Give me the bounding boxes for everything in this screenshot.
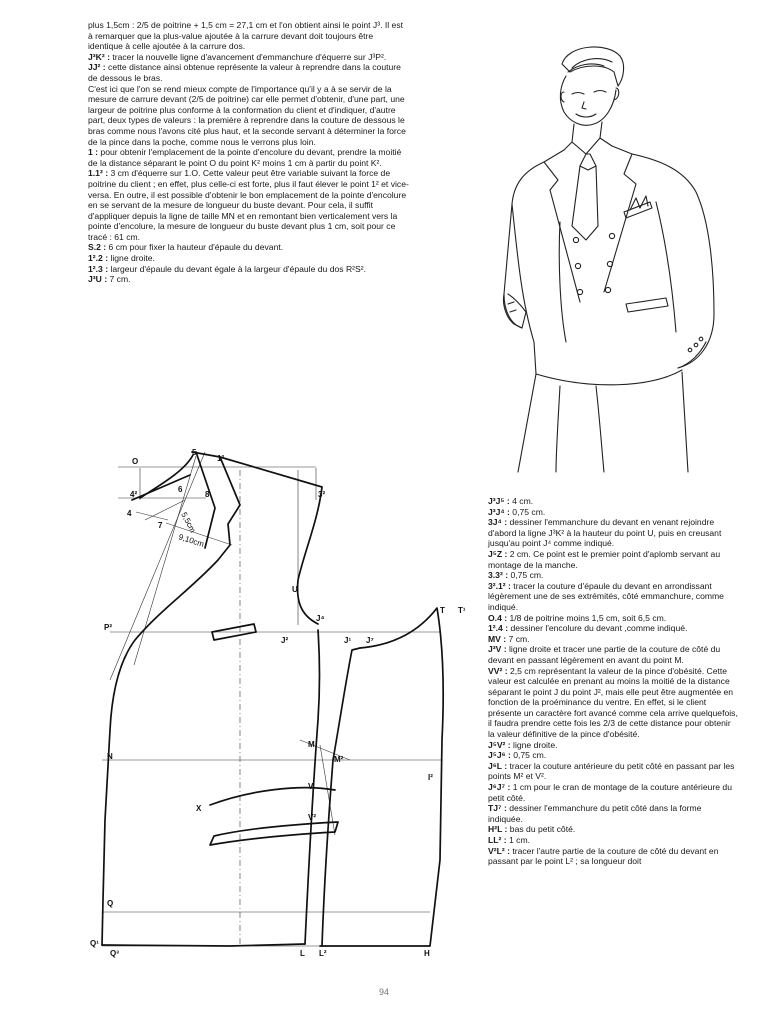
paragraph-key: VV² :	[488, 665, 508, 676]
paragraph-key: J⁵Z :	[488, 548, 508, 559]
text-paragraph	[88, 84, 410, 148]
point-N: N	[107, 752, 113, 761]
paragraph-key: 3.3² :	[488, 570, 509, 581]
paragraph-text: dessiner l'emmanchure du devant en venant rejoindre d'abord la ligne J³K² à la hauteur du point U, puis en creusant jusqu'au point J⁴ comme indiqué.	[488, 517, 722, 549]
paragraph-text: tracer la couture antérieure du petit côté en passant par les points M² et V².	[488, 760, 735, 782]
point-T: T	[440, 606, 445, 615]
text-paragraph	[488, 750, 738, 761]
paragraph-text: 1 cm pour le cran de montage de la couture antérieure du petit côté.	[488, 782, 732, 803]
point-V2: V²	[308, 813, 316, 822]
text-paragraph	[488, 761, 738, 782]
paragraph-text: ligne droite et tracer une partie de la couture de côté du devant en passant légèrement en avant du point M.	[488, 644, 721, 665]
paragraph-key: J³U :	[88, 274, 108, 285]
paragraph-key: J³J⁵ :	[488, 496, 510, 506]
paragraph-key: J³J⁴ :	[488, 506, 510, 517]
paragraph-key: J³V :	[488, 644, 507, 655]
text-paragraph	[488, 666, 738, 740]
text-paragraph	[488, 613, 738, 624]
paragraph-key: J⁵V² :	[488, 739, 511, 750]
paragraph-text: 3 cm d'équerre sur 1.O. Cette valeur peut être variable suivant la force de poitrine du client ; en effet, plus celle-ci est forte, plus il faut élever le point 1² et vice-versa. En outre, il est possible d'obtenir le bon emplacement de la pointe d'encolure en se servant de la mesure de longueur du buste devant. Pour cela, il suffit d'appliquer depuis la ligne de taille MN et en remontant bien verticalement vers la pointe d'encolure, la mesure de longueur du buste devant plus 1 cm, soit pour ce tracé : 61 cm.	[88, 168, 409, 242]
text-paragraph	[88, 168, 410, 242]
paragraph-key: 3J⁴ :	[488, 517, 508, 528]
paragraph-key: 1².2 :	[88, 253, 109, 264]
point-M: M	[308, 740, 315, 749]
point-6: 6	[178, 485, 183, 494]
point-4: 4	[127, 509, 132, 518]
paragraph-key: 3².1² :	[488, 580, 511, 591]
point-Q: Q	[107, 899, 114, 908]
text-paragraph	[488, 634, 738, 645]
paragraph-key: JJ² :	[88, 62, 106, 73]
text-paragraph	[88, 52, 410, 63]
text-paragraph	[488, 835, 738, 846]
text-paragraph	[488, 549, 738, 570]
text-paragraph	[88, 253, 410, 264]
paragraph-key: H²L :	[488, 824, 508, 835]
text-paragraph	[488, 824, 738, 835]
point-Q3: Q³	[110, 949, 119, 958]
left-text-column	[88, 20, 410, 285]
paragraph-key: S.2 :	[88, 242, 107, 253]
point-4-2: 4²	[130, 490, 138, 499]
paragraph-text: 0,75 cm.	[510, 750, 547, 761]
text-paragraph	[488, 623, 738, 634]
text-paragraph	[488, 496, 738, 507]
text-paragraph	[488, 846, 738, 867]
point-L: L	[300, 949, 305, 958]
paragraph-text: 1/8 de poitrine moins 1,5 cm, soit 6,5 cm.	[507, 612, 667, 623]
point-7: 7	[158, 521, 163, 530]
paragraph-text: tracer la couture d'épaule du devant en arrondissant légèrement une de ses extrémités, côté emmanchure, comme indiqué.	[488, 580, 724, 612]
paragraph-text: C'est ici que l'on se rend mieux compte de l'importance qu'il y a à se servir de la mesure de carrure devant (2/5 de poitrine) car elle permet d'obtenir, d'une part, une largeur de poitrine plus conforme à la conformation du client et d'indiquer, d'autre part, deux types de valeurs : la première à reprendre dans la couture de dessous le bras comme nous l'avons cité plus haut, et la seconde servant à déterminer la force de la pince dans la poche, comme nous le verrons plus loin.	[88, 83, 406, 147]
paragraph-text: dessiner l'encolure du devant ,comme indiqué.	[508, 623, 688, 634]
point-J7: J⁷	[366, 636, 374, 645]
paragraph-text: ligne droite.	[108, 253, 155, 264]
measure-9cm: 9,10cm	[177, 532, 206, 550]
text-paragraph	[488, 803, 738, 824]
point-M2: M²	[334, 755, 344, 764]
paragraph-key: TJ⁷ :	[488, 803, 507, 814]
paragraph-text: 2,5 cm représentant la valeur de la pince d'obésité. Cette valeur est calculée en prenant au moins la moitié de la distance séparant le point J du point J², mais elle peut être augmentée en fonction de la proéminance du ventre. En effet, si le client présente un caractère fort avancé comme cela arrive quelquefois, il faudra prendre cette fois les 2/3 de cette distance pour obtenir la valeur définitive de la pince d'obésité.	[488, 665, 738, 740]
paragraph-text: pour obtenir l'emplacement de la pointe d'encolure du devant, prendre la moitié de la distance séparant le point O du point K² moins 1 cm à partir du point K².	[88, 147, 402, 168]
paragraph-key: 1².4 :	[488, 623, 509, 634]
paragraph-text: 7 cm.	[506, 633, 530, 644]
point-8: 8	[205, 490, 210, 499]
paragraph-key: J³K² :	[88, 51, 110, 62]
text-paragraph	[488, 581, 738, 613]
right-text-column	[488, 496, 738, 867]
point-Q1: Q¹	[90, 939, 99, 948]
text-paragraph	[88, 62, 410, 83]
paragraph-text: 4 cm.	[509, 496, 534, 506]
text-paragraph	[88, 20, 410, 52]
point-O: O	[132, 457, 139, 466]
text-paragraph	[88, 147, 410, 168]
text-paragraph	[488, 782, 738, 803]
paragraph-text: 1 cm.	[506, 835, 531, 845]
paragraph-text: bas du petit côté.	[507, 824, 576, 835]
point-U: U	[292, 585, 298, 594]
point-1-2: 1²	[217, 454, 225, 463]
paragraph-text: ligne droite.	[510, 739, 558, 750]
paragraph-text: dessiner l'emmanchure du petit côté dans la forme indiquée.	[488, 803, 702, 824]
text-paragraph	[88, 242, 410, 253]
paragraph-text: 0,75 cm.	[508, 570, 544, 581]
paragraph-key: J⁶L :	[488, 760, 508, 771]
man-in-jacket-illustration	[500, 42, 750, 477]
point-J1: J¹	[344, 636, 352, 645]
paragraph-key: MV :	[488, 633, 507, 644]
point-I2: I²	[428, 773, 433, 782]
point-J4: J⁴	[316, 614, 325, 623]
point-P2: P²	[104, 623, 112, 632]
paragraph-key: O.4 :	[488, 612, 508, 623]
paragraph-text: 6 cm pour fixer la hauteur d'épaule du devant.	[106, 242, 284, 253]
paragraph-text: cette distance ainsi obtenue représente la valeur à reprendre dans la couture de dessous le bras.	[88, 62, 401, 83]
paragraph-key: V²L² :	[488, 845, 510, 856]
point-L2: L²	[319, 949, 327, 958]
paragraph-text: tracer la nouvelle ligne d'avancement d'emmanchure d'équerre sur J³P².	[109, 51, 387, 62]
text-paragraph	[488, 740, 738, 751]
paragraph-key: 1.1² :	[88, 168, 109, 179]
paragraph-key: J⁶J⁷ :	[488, 782, 511, 793]
paragraph-key: 1².3 :	[88, 263, 109, 274]
point-3-2: 3²	[318, 490, 326, 499]
paragraph-text: largeur d'épaule du devant égale à la largeur d'épaule du dos R²S².	[108, 263, 366, 274]
point-J2: J²	[281, 636, 289, 645]
text-paragraph	[88, 264, 410, 275]
paragraph-text: 0,75 cm.	[509, 506, 546, 517]
text-paragraph	[488, 507, 738, 518]
point-V: V	[308, 782, 314, 791]
text-paragraph	[488, 644, 738, 665]
text-paragraph	[488, 570, 738, 581]
measure-5cm: 5,5cm	[179, 510, 198, 535]
paragraph-text: plus 1,5cm : 2/5 de poitrine + 1,5 cm = 27,1 cm et l'on obtient ainsi le point J³. Il est à remarquer que la plus-value ajoutée à la carrure devant doit toujours être identique à celle ajoutée à la carrure dos.	[88, 20, 404, 52]
paragraph-text: 7 cm.	[107, 274, 131, 285]
paragraph-key: 1 :	[88, 147, 99, 158]
point-5: 5	[192, 448, 197, 457]
point-X: X	[196, 804, 202, 813]
paragraph-key: J⁵J⁶ :	[488, 750, 511, 761]
jacket-pattern-draft	[80, 440, 480, 965]
text-paragraph	[88, 274, 410, 285]
point-T1: T¹	[458, 606, 466, 615]
page-number: 94	[378, 987, 389, 997]
paragraph-text: 2 cm. Ce point est le premier point d'aplomb servant au montage de la manche.	[488, 548, 721, 570]
paragraph-text: tracer l'autre partie de la couture de côté du devant en passant par le point L² ; sa longueur doit	[488, 845, 719, 867]
point-H: H	[424, 949, 430, 958]
paragraph-key: LL² :	[488, 835, 507, 845]
text-paragraph	[488, 517, 738, 549]
